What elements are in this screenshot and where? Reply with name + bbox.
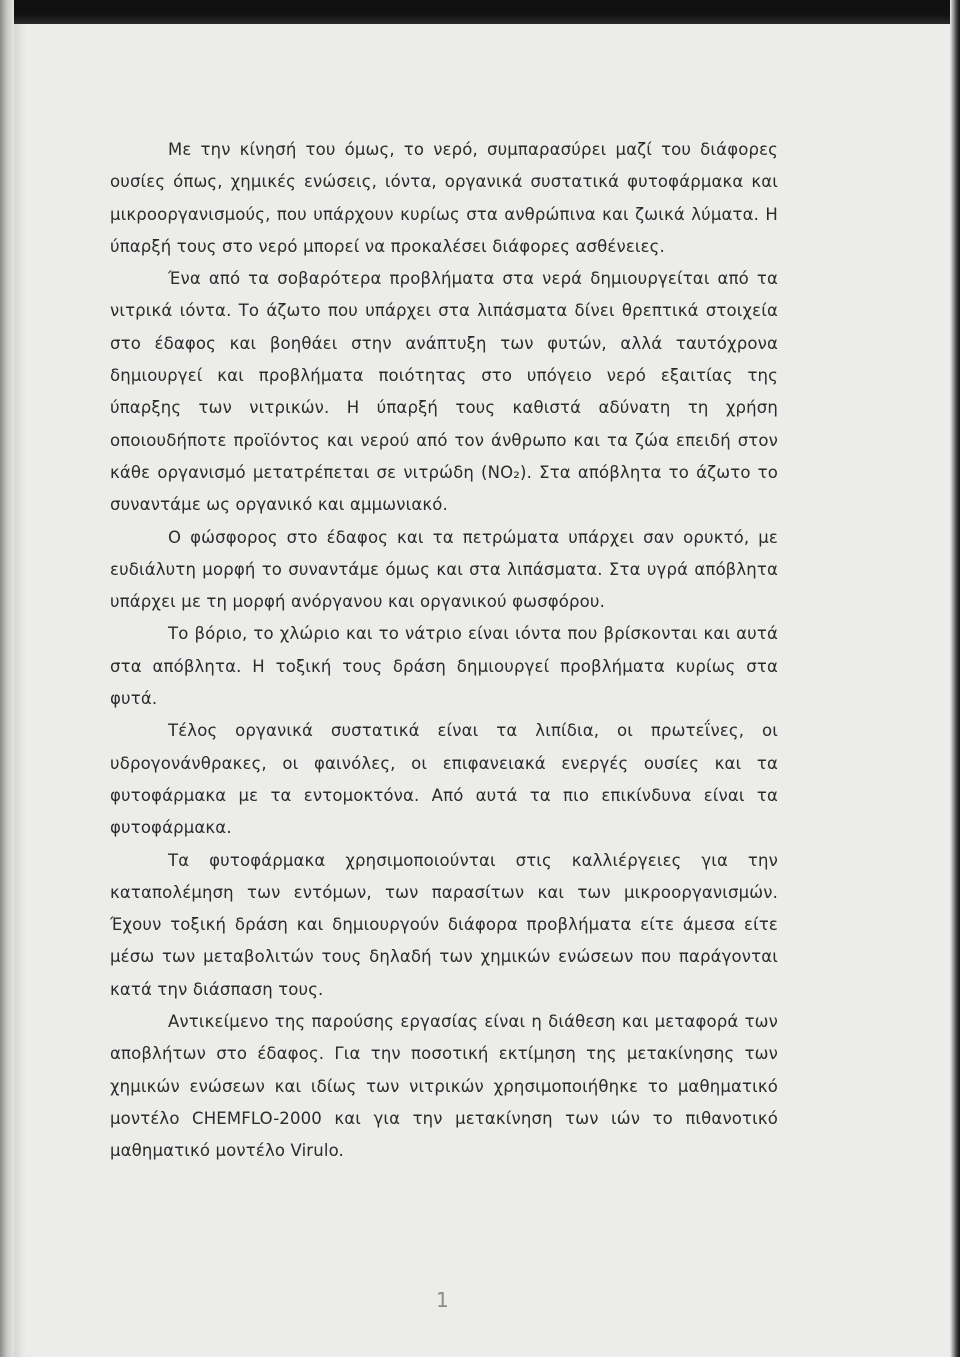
paragraph-5: Τέλος οργανικά συστατικά είναι τα λιπίδια, οι πρωτεΐνες, οι υδρογονάνθρακες, οι φαινόλες, οι επιφανειακά ενεργές ουσίες και τα φυτοφάρμακα με τα εντομοκτόνα. Από αυτά τα πιο επικίνδυνα είναι τα φυτοφάρμακα.	[110, 721, 778, 838]
paragraph-4: Το βόριο, το χλώριο και το νάτριο είναι ιόντα που βρίσκονται και αυτά στα απόβλητα. Η τοξική τους δράση δημιουργεί προβλήματα κυρίως στα φυτά.	[110, 624, 778, 709]
paragraph-7: Αντικείμενο της παρούσης εργασίας είναι η διάθεση και μεταφορά των αποβλήτων στο έδαφος. Για την ποσοτική εκτίμηση της μετακίνησης των χημικών ενώσεων και ιδίως των νιτρικών χρησιμοποιήθηκε το μαθηματικό μοντέλο CHEMFLO-2000 και για την μετακίνηση των ιών το πιθανοτικό μαθηματικό μοντέλο Virulo.	[110, 1012, 778, 1161]
scan-top-edge	[0, 0, 960, 24]
scan-right-edge	[950, 0, 960, 1357]
page-number: 1	[436, 1288, 449, 1312]
paragraph-6: Τα φυτοφάρμακα χρησιμοποιούνται στις καλλιέργειες για την καταπολέμηση των εντόμων, των παρασίτων και των μικροοργανισμών. Έχουν τοξική δράση και δημιουργούν διάφορα προβλήματα είτε άμεσα είτε μέσω των μεταβολιτών τους δηλαδή των χημικών ενώσεων που παράγονται κατά την διάσπαση τους.	[110, 850, 778, 999]
scan-binding-edge	[0, 0, 14, 1357]
paragraph-1: Με την κίνησή του όμως, το νερό, συμπαρασύρει μαζί του διάφορες ουσίες όπως, χημικές ενώσεις, ιόντα, οργανικά συστατικά φυτοφάρμακα και μικροοργανισμούς, που υπάρχουν κυρίως στα ανθρώπινα και ζωικά λύματα. Η ύπαρξή τους στο νερό μπορεί να προκαλέσει διάφορες ασθένειες.	[110, 140, 778, 256]
paragraph-3: Ο φώσφορος στο έδαφος και τα πετρώματα υπάρχει σαν ορυκτό, με ευδιάλυτη μορφή το συναντάμε όμως και στα λιπάσματα. Στα υγρά απόβλητα υπάρχει με τη μορφή ανόργανου και οργανικού φωσφόρου.	[110, 527, 778, 612]
body-text	[110, 134, 778, 1168]
paragraph-2: Ένα από τα σοβαρότερα προβλήματα στα νερά δημιουργείται από τα νιτρικά ιόντα. Το άζωτο που υπάρχει στα λιπάσματα δίνει θρεπτικά στοιχεία στο έδαφος και βοηθάει στην ανάπτυξη των φυτών, αλλά ταυτόχρονα δημιουργεί και προβλήματα ποιότητας στο υπόγειο νερό εξαιτίας της ύπαρξης των νιτρικών. Η ύπαρξή τους καθιστά αδύνατη τη χρήση οποιουδήποτε προϊόντος και νερού από τον άνθρωπο και τα ζώα επειδή στον κάθε οργανισμό μετατρέπεται σε νιτρώδη (NO₂). Στα απόβλητα το άζωτο το συναντάμε ως οργανικό και αμμωνιακό.	[110, 269, 778, 515]
scan-binding-shadow	[14, 24, 26, 1357]
